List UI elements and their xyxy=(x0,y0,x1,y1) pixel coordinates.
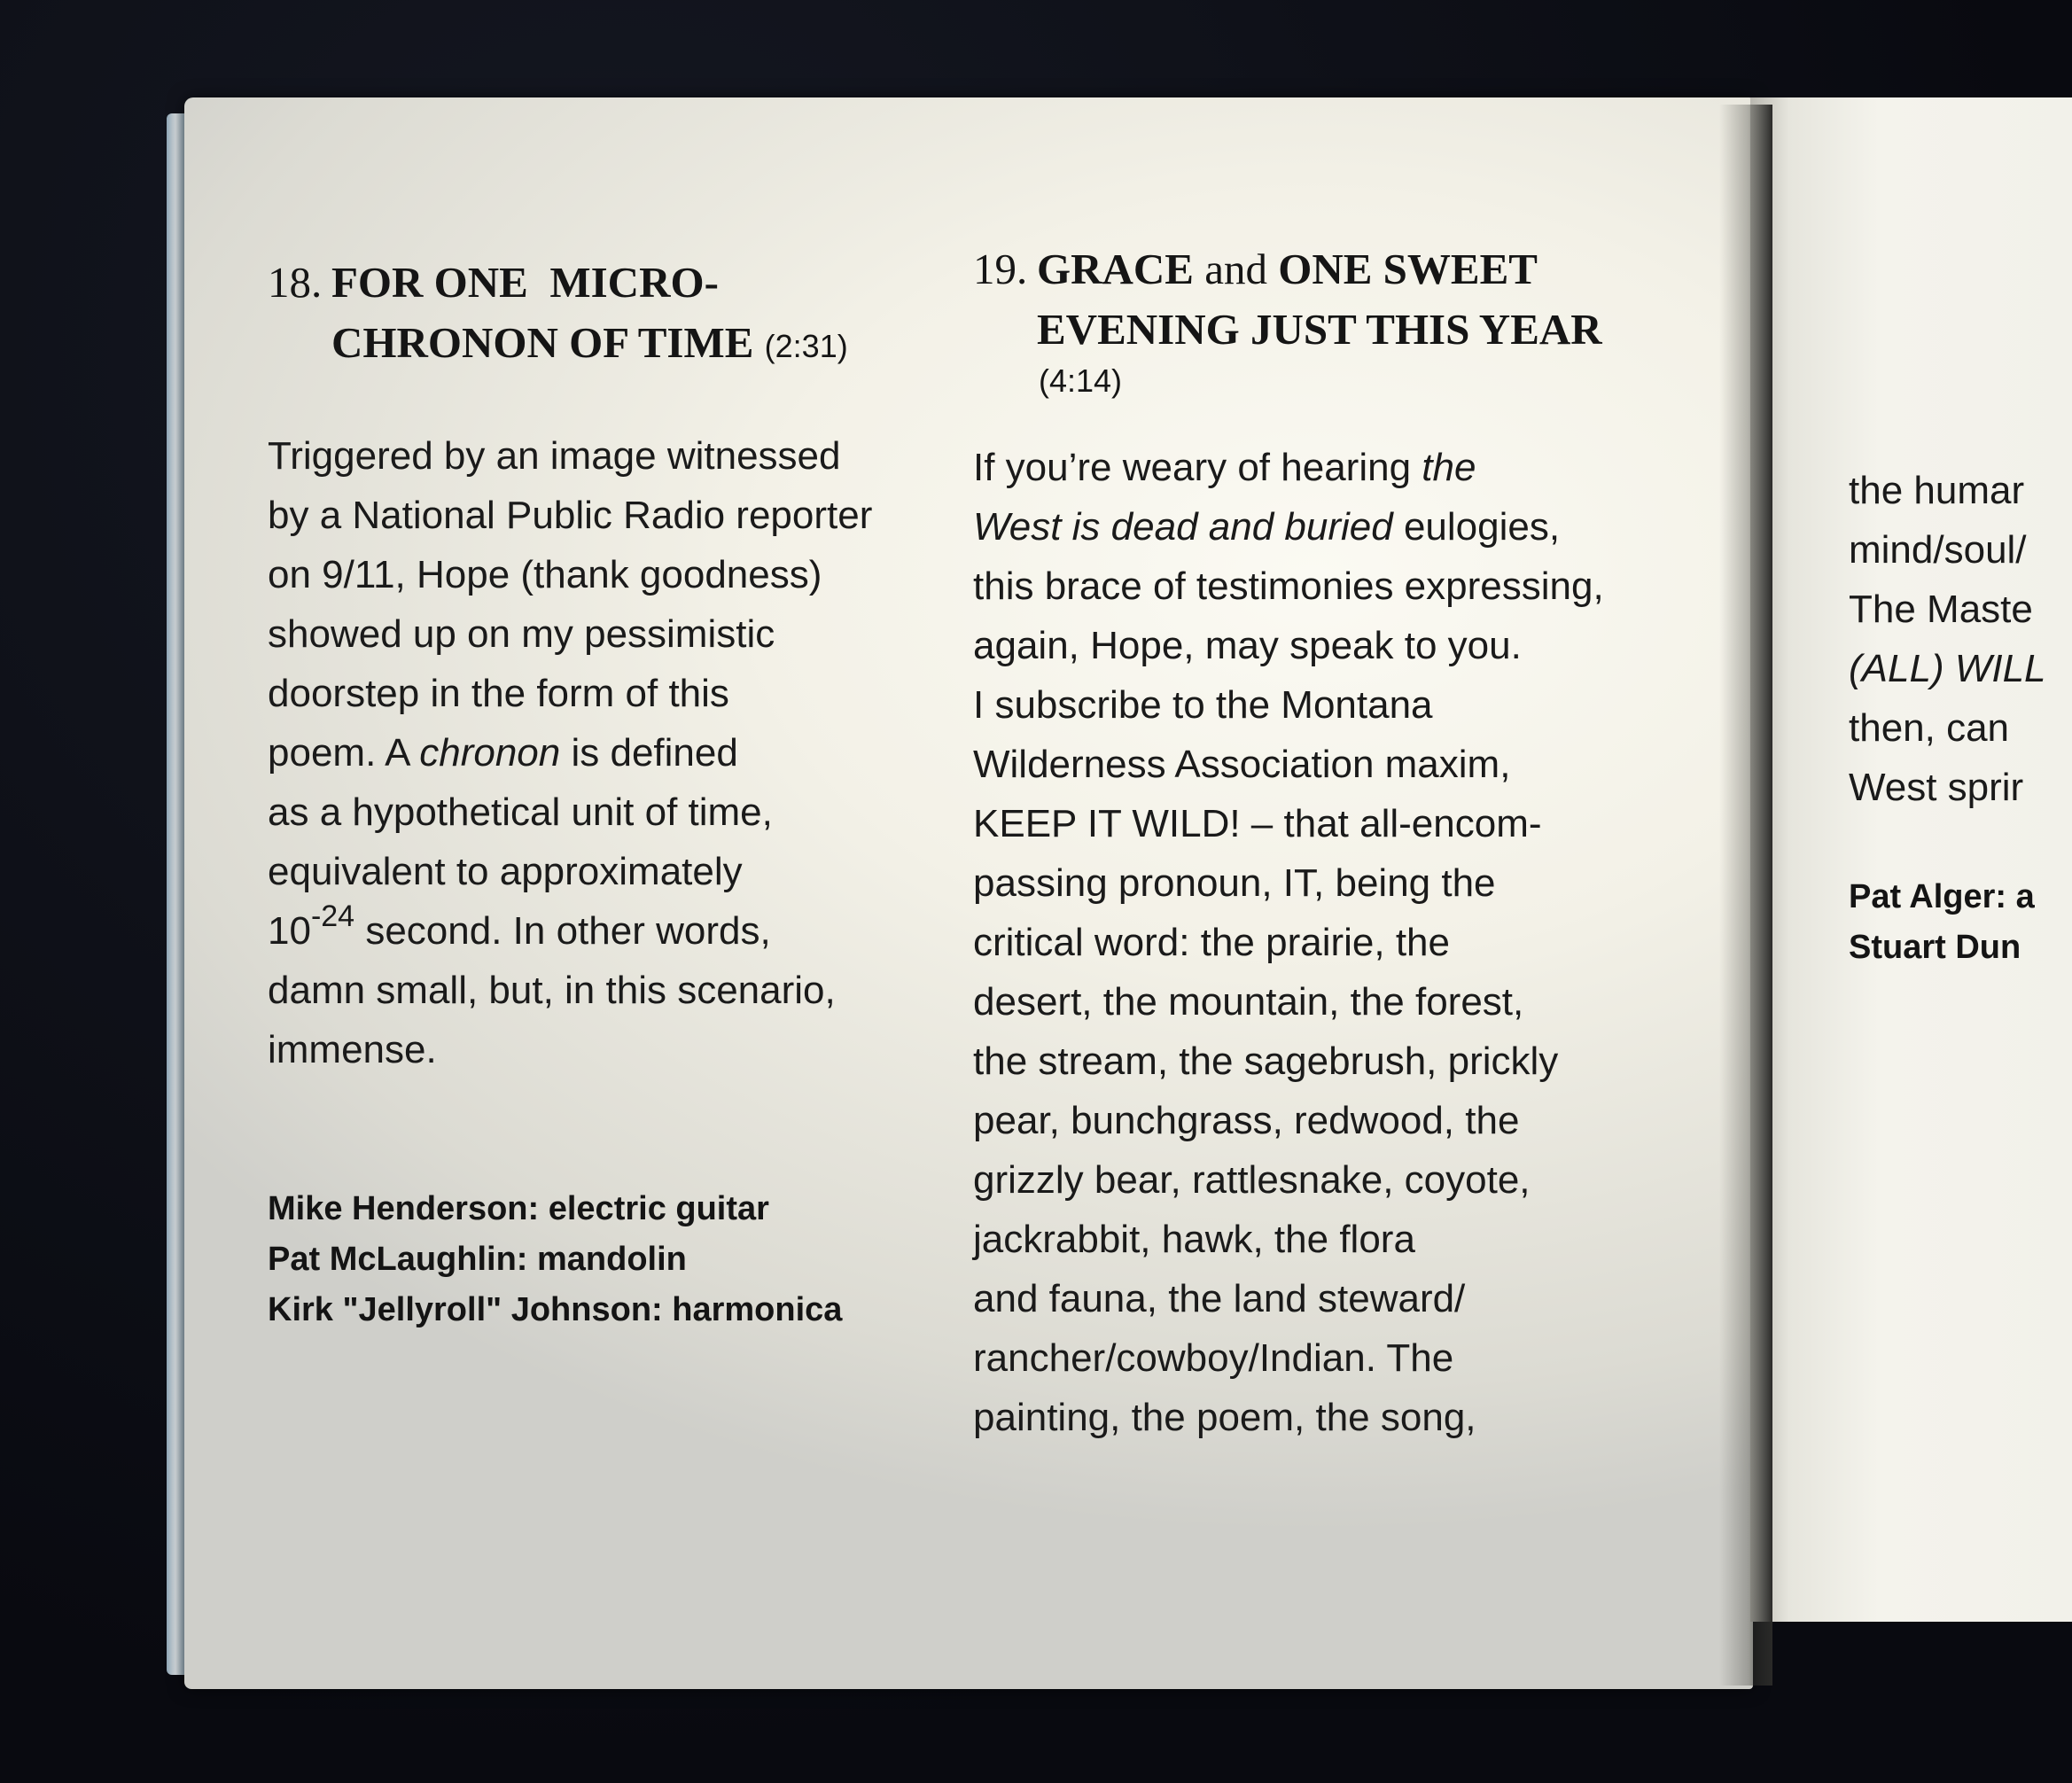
track-19-title-line2: EVENING JUST THIS YEAR xyxy=(1037,305,1602,354)
credit-line: Pat Alger: a xyxy=(1849,878,2035,915)
track-18-title xyxy=(268,253,941,377)
track-18-title-line2: CHRONON OF TIME xyxy=(331,318,754,367)
track-19-number: 19. xyxy=(973,245,1028,293)
italic-run: West is dead and buried xyxy=(973,505,1393,549)
track-18-title-line1: FOR ONE MICRO- xyxy=(331,258,719,307)
track-18-duration: (2:31) xyxy=(764,328,848,364)
track-19-title-part2: ONE SWEET xyxy=(1278,245,1538,293)
track-19-description xyxy=(973,438,1700,1447)
track-19-line: passing pronoun, IT, being the xyxy=(973,861,1496,905)
track-18-line xyxy=(268,901,941,961)
track-19-line: painting, the poem, the song, xyxy=(973,1396,1476,1439)
track-18-number: 18. xyxy=(268,258,323,307)
credit-line: Stuart Dun xyxy=(1849,929,2021,966)
track-18-line: as a hypothetical unit of time, xyxy=(268,790,773,834)
track-19-line xyxy=(973,438,1700,497)
text-run: 10 xyxy=(268,909,311,953)
track-18-line xyxy=(268,723,941,782)
chronon-italic: chronon xyxy=(419,731,561,775)
exponent: -24 xyxy=(310,899,355,934)
italic-run: the xyxy=(1422,446,1476,489)
text-run: poem. A xyxy=(268,731,420,775)
right-page-line: mind/soul/ xyxy=(1849,528,2027,572)
track-19-title-and: and xyxy=(1204,245,1267,293)
italic-run: (ALL) WILL xyxy=(1849,647,2046,690)
track-19-line: this brace of testimonies expressing, xyxy=(973,564,1604,608)
text-run: If you’re weary of hearing xyxy=(973,446,1422,489)
track-18-description xyxy=(268,426,941,1079)
right-page-line xyxy=(1849,639,2072,698)
track-18-line: damn small, but, in this scenario, xyxy=(268,969,836,1012)
track-19-line: jackrabbit, hawk, the flora xyxy=(973,1218,1415,1261)
track-18-line: on 9/11, Hope (thank goodness) xyxy=(268,553,822,596)
track-19-duration: (4:14) xyxy=(1039,362,1123,399)
track-19-line: critical word: the prairie, the xyxy=(973,921,1450,964)
track-19-line xyxy=(973,497,1700,557)
track-19-line: I subscribe to the Montana xyxy=(973,683,1433,727)
track-18-line: immense. xyxy=(268,1028,437,1071)
text-run: is defined xyxy=(560,731,738,775)
credit-line: Mike Henderson: electric guitar xyxy=(268,1190,769,1227)
track-19-line: pear, bunchgrass, redwood, the xyxy=(973,1099,1520,1142)
right-page-line: then, can xyxy=(1849,706,2010,750)
track-18-line: showed up on my pessimistic xyxy=(268,612,775,656)
track-18-line: doorstep in the form of this xyxy=(268,672,729,715)
track-19-line: desert, the mountain, the forest, xyxy=(973,980,1524,1024)
track-18-credits xyxy=(268,1184,941,1335)
track-19-line: and fauna, the land steward/ xyxy=(973,1277,1466,1320)
track-19-line: the stream, the sagebrush, prickly xyxy=(973,1039,1559,1083)
right-page-clip xyxy=(1750,97,2072,1622)
right-page-line: West sprir xyxy=(1849,766,2024,809)
text-run: eulogies, xyxy=(1392,505,1561,549)
track-18-section xyxy=(268,253,941,1335)
right-page-credits xyxy=(1849,872,2072,973)
track-19-section xyxy=(973,239,1700,1447)
right-page-column xyxy=(1849,461,2072,973)
track-19-line: rancher/cowboy/Indian. The xyxy=(973,1336,1454,1380)
track-19-title xyxy=(973,239,1700,360)
track-19-line: Wilderness Association maxim, xyxy=(973,743,1511,786)
right-page-line: The Maste xyxy=(1849,588,2033,631)
track-19-line: again, Hope, may speak to you. xyxy=(973,624,1522,667)
track-18-line: Triggered by an image witnessed xyxy=(268,434,841,478)
track-19-title-part1: GRACE xyxy=(1037,245,1194,293)
track-18-line: equivalent to approximately xyxy=(268,850,743,893)
credit-line: Kirk "Jellyroll" Johnson: harmonica xyxy=(268,1291,843,1328)
track-18-line: by a National Public Radio reporter xyxy=(268,494,873,537)
right-page-line: the humar xyxy=(1849,469,2025,512)
track-19-line: grizzly bear, rattlesnake, coyote, xyxy=(973,1158,1531,1202)
track-19-line: KEEP IT WILD! – that all-encom- xyxy=(973,802,1542,845)
text-run: second. In other words, xyxy=(354,909,771,953)
right-page-text xyxy=(1849,461,2072,817)
credit-line: Pat McLaughlin: mandolin xyxy=(268,1241,687,1278)
